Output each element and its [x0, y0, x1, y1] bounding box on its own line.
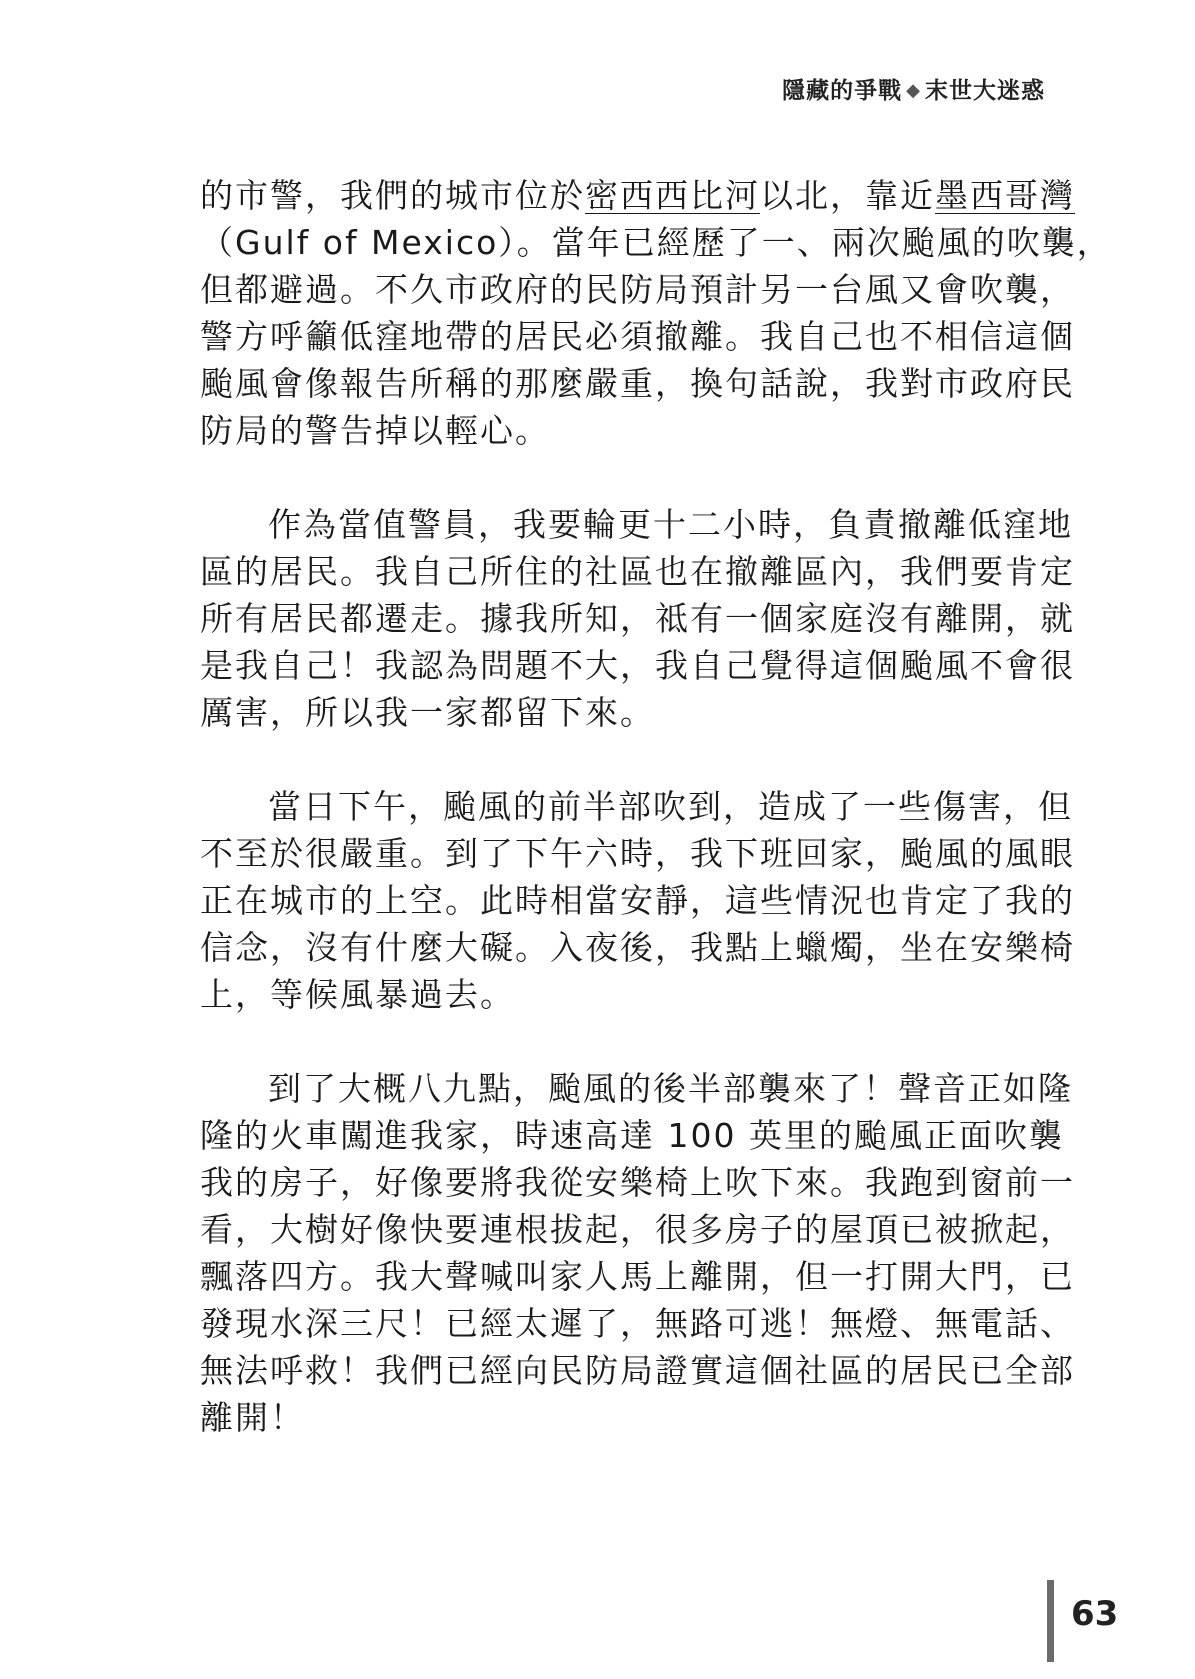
text-line: 不至於很嚴重。到了下午六時，我下班回家，颱風的風眼	[200, 834, 1075, 873]
chapter-title: 末世大迷惑	[925, 78, 1045, 104]
text-line: 作為當值警員，我要輪更十二小時，負責撤離低窪地	[268, 505, 1073, 544]
text-line: 信念，沒有什麼大礙。入夜後，我點上蠟燭，坐在安樂椅	[200, 928, 1075, 967]
paragraph-4	[200, 1065, 1075, 1441]
text-line: 颱風會像報告所稱的那麼嚴重，換句話說，我對市政府民	[200, 364, 1075, 403]
place-mississippi: 密西西比河	[585, 176, 760, 215]
text-line: 我的房子，好像要將我從安樂椅上吹下來。我跑到窗前一	[200, 1163, 1075, 1202]
book-title: 隱藏的爭戰	[782, 78, 903, 104]
running-header	[782, 72, 1045, 105]
text-line: 的市警，我們的城市位於密西西比河以北，靠近墨西哥灣	[200, 176, 1075, 215]
text-line: 厲害，所以我一家都留下來。	[200, 693, 655, 732]
page-number-bar	[1047, 1580, 1054, 1662]
diamond-separator-icon: ◆	[906, 80, 921, 101]
paragraph-2	[200, 501, 1075, 736]
text-line: 上，等候風暴過去。	[200, 975, 515, 1014]
text-line: 隆的火車闖進我家，時速高達 100 英里的颱風正面吹襲	[200, 1116, 1064, 1155]
body-text	[200, 172, 1112, 1488]
text-line: 到了大概八九點，颱風的後半部襲來了！聲音正如隆	[268, 1069, 1073, 1108]
text-line: 飄落四方。我大聲喊叫家人馬上離開，但一打開大門，已	[200, 1257, 1075, 1296]
page-number: 63	[1071, 1594, 1119, 1634]
text-line: 是我自己！我認為問題不大，我自己覺得這個颱風不會很	[200, 646, 1075, 685]
text-line: 防局的警告掉以輕心。	[200, 411, 550, 450]
place-gulf-of-mexico: 墨西哥灣	[935, 176, 1075, 215]
text-line: 正在城市的上空。此時相當安靜，這些情況也肯定了我的	[200, 881, 1075, 920]
text-line: 離開！	[200, 1398, 305, 1437]
text-line: 警方呼籲低窪地帶的居民必須撤離。我自己也不相信這個	[200, 317, 1075, 356]
text-line: 所有居民都遷走。據我所知，祗有一個家庭沒有離開，就	[200, 599, 1075, 638]
paragraph-3	[200, 783, 1075, 1018]
text-line: 發現水深三尺！已經太遲了，無路可逃！無燈、無電話、	[200, 1304, 1075, 1343]
text-line: 無法呼救！我們已經向民防局證實這個社區的居民已全部	[200, 1351, 1075, 1390]
text-line: 當日下午，颱風的前半部吹到，造成了一些傷害，但	[268, 787, 1073, 826]
text-line: 區的居民。我自己所住的社區也在撤離區內，我們要肯定	[200, 552, 1075, 591]
paragraph-1	[200, 172, 1112, 454]
text-line: （Gulf of Mexico）。當年已經歷了一、兩次颱風的吹襲，	[200, 223, 1112, 262]
text-line: 但都避過。不久市政府的民防局預計另一台風又會吹襲，	[200, 270, 1075, 309]
text-line: 看，大樹好像快要連根拔起，很多房子的屋頂已被掀起，	[200, 1210, 1075, 1249]
